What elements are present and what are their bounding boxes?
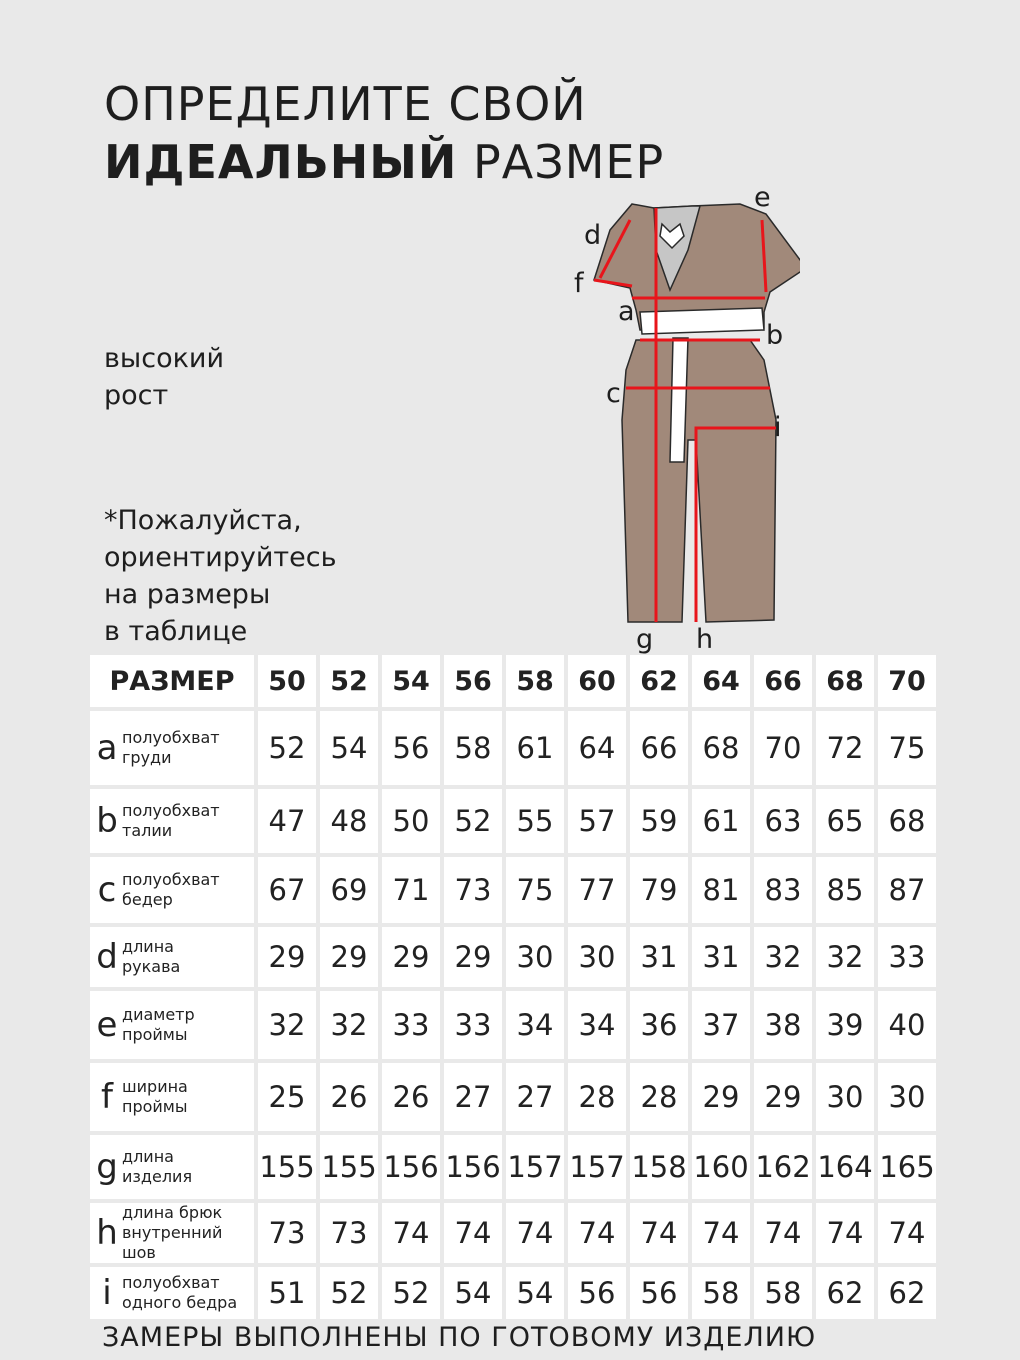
size-cell: 73 [320, 1203, 378, 1263]
size-cell: 50 [382, 789, 440, 853]
size-cell: 27 [444, 1063, 502, 1131]
size-cell: 162 [754, 1135, 812, 1199]
size-cell: 34 [506, 991, 564, 1059]
please-note-line3: на размеры [104, 579, 271, 610]
row-description-line: талии [122, 821, 173, 840]
row-description [122, 1203, 222, 1263]
please-note-line2: ориентируйтесь [104, 542, 337, 573]
size-cell: 25 [258, 1063, 316, 1131]
size-cell: 83 [754, 857, 812, 923]
size-cell: 85 [816, 857, 874, 923]
size-cell: 160 [692, 1135, 750, 1199]
page-title-rest: РАЗМЕР [457, 135, 665, 189]
size-cell: 61 [692, 789, 750, 853]
size-header-62: 62 [630, 655, 688, 707]
size-header-54: 54 [382, 655, 440, 707]
row-description-line: проймы [122, 1097, 188, 1116]
size-cell: 71 [382, 857, 440, 923]
row-description-line: диаметр [122, 1005, 195, 1024]
size-row-f [90, 1063, 936, 1131]
size-cell: 40 [878, 991, 936, 1059]
row-label-e [90, 991, 254, 1059]
size-row-g [90, 1135, 936, 1199]
size-cell: 37 [692, 991, 750, 1059]
size-cell: 54 [320, 711, 378, 785]
size-cell: 156 [382, 1135, 440, 1199]
size-cell: 56 [630, 1267, 688, 1319]
size-header-68: 68 [816, 655, 874, 707]
size-cell: 165 [878, 1135, 936, 1199]
size-cell: 54 [506, 1267, 564, 1319]
size-cell: 72 [816, 711, 874, 785]
size-row-b [90, 789, 936, 853]
size-cell: 30 [506, 927, 564, 987]
size-cell: 30 [568, 927, 626, 987]
size-cell: 32 [258, 991, 316, 1059]
size-cell: 54 [444, 1267, 502, 1319]
jumpsuit-pants [622, 340, 776, 622]
size-row-a [90, 711, 936, 785]
size-cell: 69 [320, 857, 378, 923]
size-row-d [90, 927, 936, 987]
size-cell: 74 [816, 1203, 874, 1263]
row-description-line: бедер [122, 890, 173, 909]
row-description-line: длина [122, 937, 174, 956]
size-cell: 59 [630, 789, 688, 853]
size-row-c [90, 857, 936, 923]
size-cell: 164 [816, 1135, 874, 1199]
size-table [86, 651, 940, 1323]
row-description-line: полуобхват [122, 728, 220, 747]
size-cell: 79 [630, 857, 688, 923]
size-cell: 67 [258, 857, 316, 923]
size-cell: 74 [630, 1203, 688, 1263]
row-letter: b [96, 801, 118, 841]
row-label-wrap [90, 1005, 254, 1045]
jumpsuit-belt-tie [670, 338, 688, 462]
size-cell: 74 [506, 1203, 564, 1263]
label-c: c [606, 378, 621, 409]
size-header-66: 66 [754, 655, 812, 707]
size-cell: 28 [630, 1063, 688, 1131]
label-e: e [754, 182, 771, 213]
size-row-e [90, 991, 936, 1059]
row-label-wrap [90, 728, 254, 768]
size-header-70: 70 [878, 655, 936, 707]
footer-note: ЗАМЕРЫ ВЫПОЛНЕНЫ ПО ГОТОВОМУ ИЗДЕЛИЮ [102, 1322, 817, 1353]
row-description-line: полуобхват [122, 801, 220, 820]
size-cell: 28 [568, 1063, 626, 1131]
row-letter: e [96, 1005, 118, 1045]
label-a: a [618, 296, 635, 327]
size-cell: 73 [444, 857, 502, 923]
row-description [122, 937, 180, 977]
row-letter: h [96, 1213, 118, 1253]
row-description-line: длина [122, 1147, 174, 1166]
size-cell: 26 [320, 1063, 378, 1131]
label-b: b [766, 320, 784, 351]
row-letter: d [96, 937, 118, 977]
size-cell: 73 [258, 1203, 316, 1263]
size-cell: 30 [878, 1063, 936, 1131]
size-cell: 157 [568, 1135, 626, 1199]
size-row-h [90, 1203, 936, 1263]
size-cell: 58 [754, 1267, 812, 1319]
size-cell: 56 [382, 711, 440, 785]
size-cell: 62 [878, 1267, 936, 1319]
row-label-d [90, 927, 254, 987]
row-description-line: груди [122, 748, 172, 767]
row-description-line: длина брюк [122, 1203, 223, 1222]
row-description-line: проймы [122, 1025, 188, 1044]
size-header-52: 52 [320, 655, 378, 707]
row-label-wrap [90, 870, 254, 910]
size-cell: 51 [258, 1267, 316, 1319]
height-note-line1: высокий [104, 343, 224, 374]
row-description-line: полуобхват [122, 870, 220, 889]
please-note-line4: в таблице [104, 616, 248, 647]
size-cell: 38 [754, 991, 812, 1059]
size-cell: 39 [816, 991, 874, 1059]
size-cell: 75 [878, 711, 936, 785]
row-description-line: полуобхват [122, 1273, 220, 1292]
row-label-wrap [90, 1203, 254, 1263]
label-g: g [636, 624, 654, 655]
size-cell: 56 [568, 1267, 626, 1319]
size-header-60: 60 [568, 655, 626, 707]
size-cell: 33 [382, 991, 440, 1059]
size-cell: 62 [816, 1267, 874, 1319]
row-description-line: одного бедра [122, 1293, 238, 1312]
size-cell: 29 [754, 1063, 812, 1131]
size-cell: 155 [258, 1135, 316, 1199]
row-description [122, 801, 220, 841]
label-f: f [574, 268, 584, 299]
size-cell: 74 [568, 1203, 626, 1263]
page-title-bold: ИДЕАЛЬНЫЙ [104, 135, 458, 189]
size-cell: 158 [630, 1135, 688, 1199]
row-description-line: ширина [122, 1077, 188, 1096]
size-cell: 32 [320, 991, 378, 1059]
size-cell: 29 [692, 1063, 750, 1131]
row-description [122, 1273, 237, 1313]
row-label-wrap [90, 1077, 254, 1117]
size-cell: 48 [320, 789, 378, 853]
label-h: h [696, 624, 714, 655]
size-cell: 75 [506, 857, 564, 923]
size-cell: 27 [506, 1063, 564, 1131]
row-label-f [90, 1063, 254, 1131]
size-cell: 52 [258, 711, 316, 785]
size-cell: 29 [382, 927, 440, 987]
size-cell: 74 [754, 1203, 812, 1263]
size-cell: 31 [692, 927, 750, 987]
size-cell: 47 [258, 789, 316, 853]
row-label-wrap [90, 937, 254, 977]
size-cell: 29 [320, 927, 378, 987]
size-cell: 30 [816, 1063, 874, 1131]
row-label-wrap [90, 1147, 254, 1187]
size-cell: 32 [754, 927, 812, 987]
row-letter: g [96, 1147, 118, 1187]
row-letter: i [102, 1273, 112, 1313]
height-note [104, 340, 224, 414]
size-cell: 31 [630, 927, 688, 987]
label-i: i [774, 412, 782, 443]
size-cell: 58 [444, 711, 502, 785]
row-label-h [90, 1203, 254, 1263]
row-description-line: шов [122, 1243, 156, 1262]
size-cell: 70 [754, 711, 812, 785]
size-cell: 66 [630, 711, 688, 785]
size-cell: 26 [382, 1063, 440, 1131]
size-cell: 64 [568, 711, 626, 785]
jumpsuit-measurement-diagram [570, 180, 800, 660]
size-cell: 81 [692, 857, 750, 923]
size-row-i [90, 1267, 936, 1319]
page-title-line1: ОПРЕДЕЛИТЕ СВОЙ [104, 77, 587, 131]
size-cell: 29 [444, 927, 502, 987]
row-description-line: изделия [122, 1167, 193, 1186]
row-description-line: рукава [122, 957, 181, 976]
size-cell: 57 [568, 789, 626, 853]
row-label-i [90, 1267, 254, 1319]
size-header-label: РАЗМЕР [90, 655, 254, 707]
row-label-a [90, 711, 254, 785]
row-label-b [90, 789, 254, 853]
size-cell: 61 [506, 711, 564, 785]
row-description [122, 1077, 188, 1117]
size-cell: 74 [878, 1203, 936, 1263]
row-description [122, 728, 220, 768]
size-cell: 87 [878, 857, 936, 923]
row-description [122, 1005, 195, 1045]
row-letter: f [101, 1077, 113, 1117]
size-cell: 52 [444, 789, 502, 853]
size-cell: 74 [382, 1203, 440, 1263]
size-cell: 55 [506, 789, 564, 853]
size-cell: 155 [320, 1135, 378, 1199]
size-cell: 33 [878, 927, 936, 987]
size-cell: 74 [692, 1203, 750, 1263]
size-header-50: 50 [258, 655, 316, 707]
height-note-line2: рост [104, 380, 169, 411]
size-cell: 34 [568, 991, 626, 1059]
size-cell: 52 [382, 1267, 440, 1319]
row-description [122, 1147, 192, 1187]
row-letter: a [96, 728, 118, 768]
size-cell: 157 [506, 1135, 564, 1199]
size-header-58: 58 [506, 655, 564, 707]
row-description-line: внутренний [122, 1223, 223, 1242]
size-cell: 77 [568, 857, 626, 923]
size-cell: 63 [754, 789, 812, 853]
label-d: d [584, 220, 602, 251]
row-label-wrap [90, 1273, 254, 1313]
size-cell: 68 [692, 711, 750, 785]
size-cell: 74 [444, 1203, 502, 1263]
size-cell: 58 [692, 1267, 750, 1319]
size-cell: 65 [816, 789, 874, 853]
jumpsuit-drawing [570, 180, 800, 660]
row-label-g [90, 1135, 254, 1199]
size-cell: 33 [444, 991, 502, 1059]
size-cell: 156 [444, 1135, 502, 1199]
size-header-row [90, 655, 936, 707]
row-label-wrap [90, 801, 254, 841]
please-note-line1: *Пожалуйста, [104, 505, 302, 536]
size-cell: 36 [630, 991, 688, 1059]
size-header-56: 56 [444, 655, 502, 707]
row-label-c [90, 857, 254, 923]
row-letter: c [97, 870, 117, 910]
size-cell: 29 [258, 927, 316, 987]
size-cell: 52 [320, 1267, 378, 1319]
row-description [122, 870, 220, 910]
size-cell: 68 [878, 789, 936, 853]
jumpsuit-belt [640, 308, 764, 334]
size-cell: 32 [816, 927, 874, 987]
size-header-64: 64 [692, 655, 750, 707]
please-note [104, 502, 337, 650]
